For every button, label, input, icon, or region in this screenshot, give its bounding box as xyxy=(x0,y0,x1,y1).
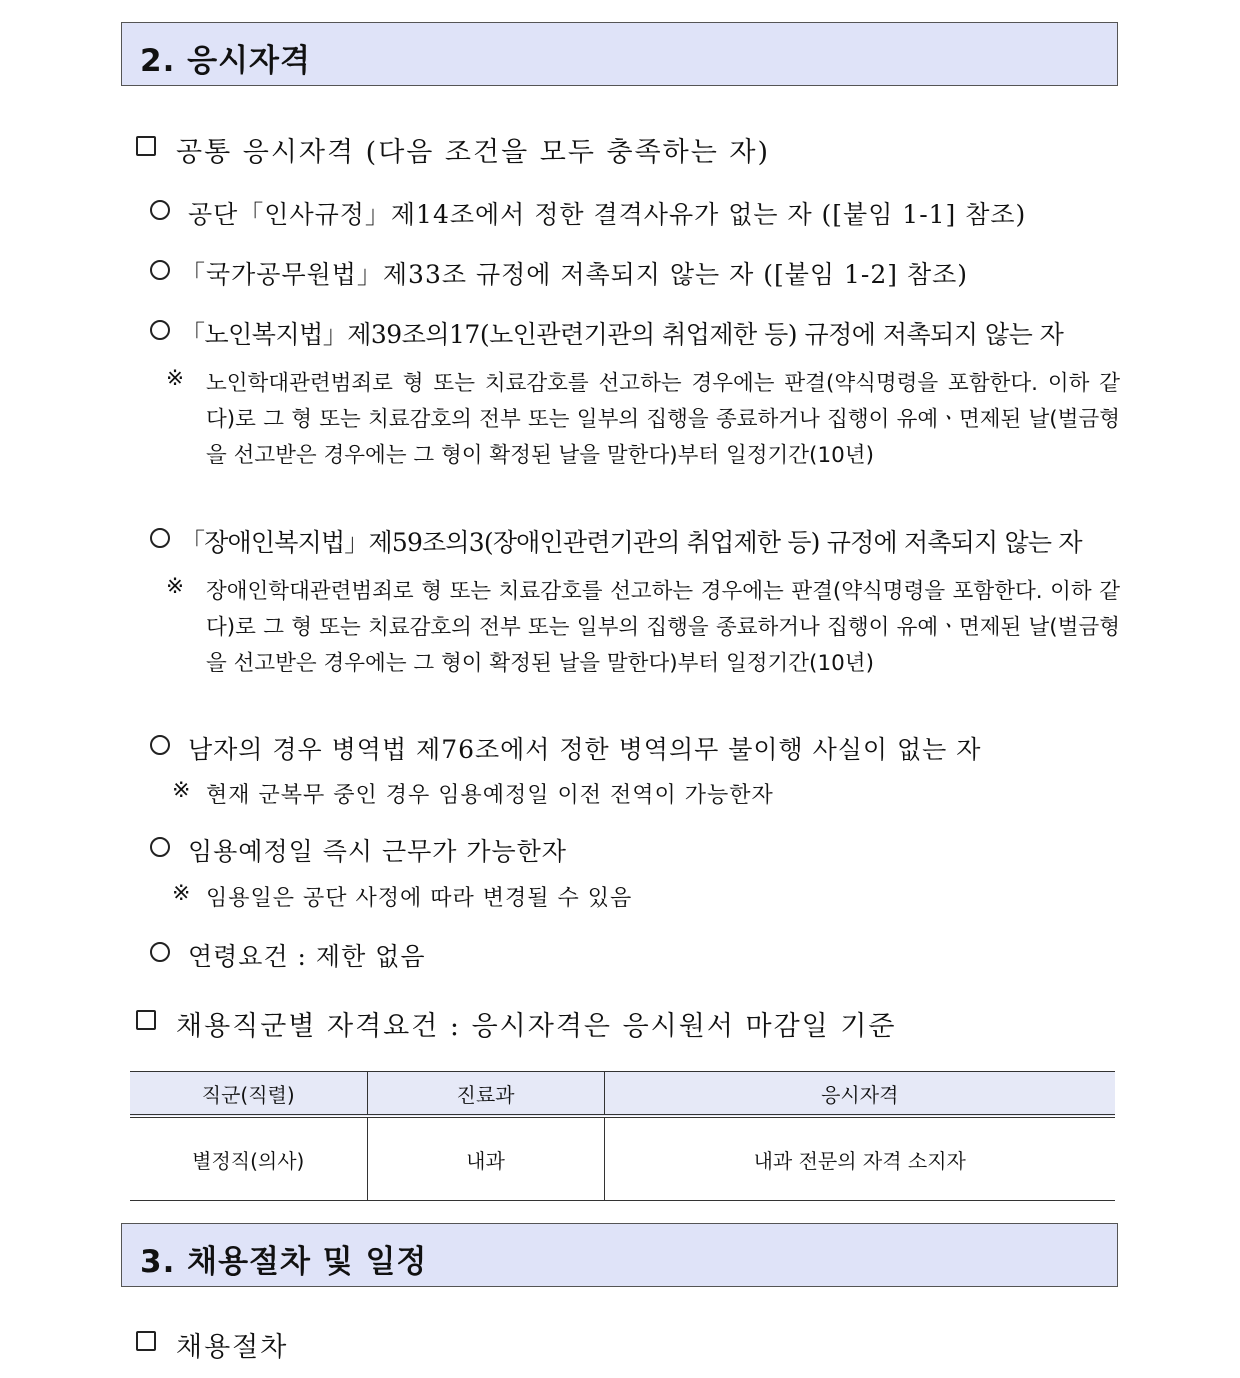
table-row xyxy=(130,1116,1115,1201)
note-mark: ※ xyxy=(166,574,185,599)
table-cell: 별정직(의사) xyxy=(130,1116,367,1201)
table-header-cell: 응시자격 xyxy=(604,1072,1115,1117)
checkbox-square-icon xyxy=(136,1331,156,1351)
circle-bullet-icon xyxy=(150,942,170,962)
checkbox-square-icon xyxy=(136,1010,156,1030)
circle-bullet-icon xyxy=(150,528,170,548)
circle-bullet-icon xyxy=(150,200,170,220)
table-header-row xyxy=(130,1072,1115,1117)
checkbox-square-icon xyxy=(136,136,156,156)
circle-bullet-icon xyxy=(150,320,170,340)
table-header-cell: 직군(직렬) xyxy=(130,1072,367,1117)
circle-bullet-icon xyxy=(150,260,170,280)
section-title: 2. 응시자격 xyxy=(140,43,311,79)
table-cell: 내과 전문의 자격 소지자 xyxy=(604,1116,1115,1201)
note-mark: ※ xyxy=(166,366,185,391)
section-header-qualifications xyxy=(121,22,1118,86)
section-header-procedure xyxy=(121,1223,1118,1287)
table-cell: 내과 xyxy=(367,1116,604,1201)
note-mark: ※ xyxy=(172,881,191,906)
table-header-cell: 진료과 xyxy=(367,1072,604,1117)
circle-bullet-icon xyxy=(150,837,170,857)
circle-bullet-icon xyxy=(150,735,170,755)
section-title: 3. 채용절차 및 일정 xyxy=(140,1244,428,1280)
note-mark: ※ xyxy=(172,778,191,803)
qualification-table xyxy=(130,1071,1115,1201)
